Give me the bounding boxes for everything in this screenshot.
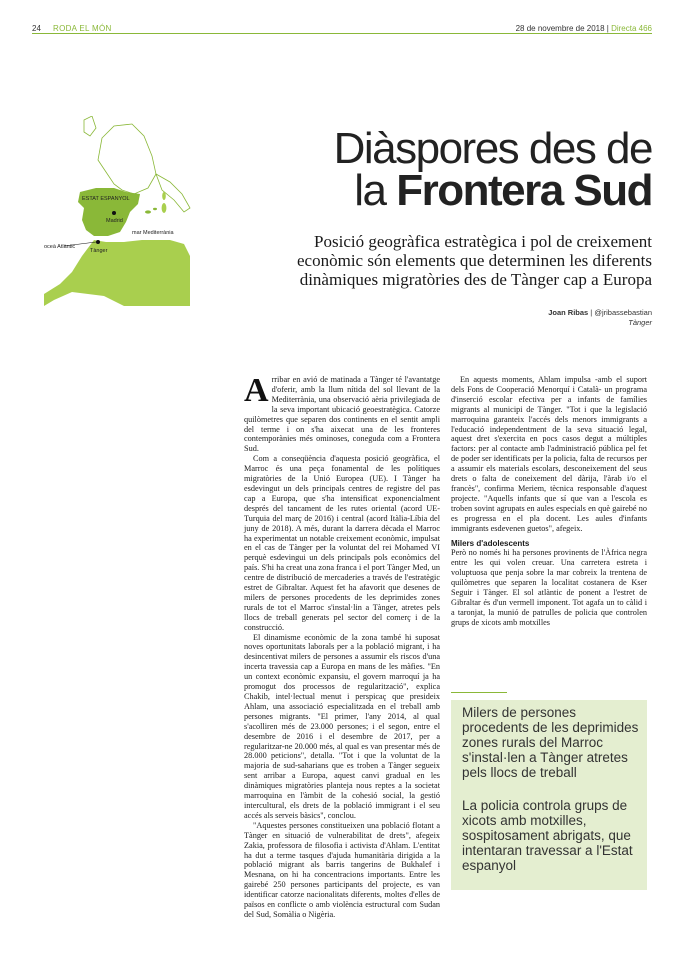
label-atlantic: oceà Atlàntic — [44, 244, 76, 250]
article-column-1 — [244, 372, 440, 920]
date-text: 28 de novembre de 2018 — [515, 24, 605, 33]
uk-outline — [84, 116, 96, 136]
label-tangier: Tànger — [90, 248, 108, 254]
byline: Joan Ribas | @jribassebastian Tànger — [548, 308, 652, 327]
italy-outline — [156, 174, 190, 212]
pullquote-box — [451, 700, 647, 890]
title-line-1: Diàspores des de — [333, 124, 652, 173]
label-madrid: Madrid — [106, 218, 123, 224]
paragraph-text: rribar en avió de matinada a Tànger té l'avantatge d'oferir, amb la llum nítida del sol llevant de la Mediterrània, una observació aèria privilegiada de la seva important ubicació geoestratègica. Catorze quilòmetres que separen dos continents en el sentit ampli del terme i on s'ha aixecat una de les fronteres contemporànies més ominoses, coneguda com a Frontera Sud. — [244, 375, 440, 454]
sardinia — [162, 203, 167, 213]
author-handle: @jribassebastian — [594, 308, 652, 317]
pullquote-rule — [451, 692, 507, 693]
issue-number: Directa 466 — [611, 24, 652, 33]
paragraph: Però no només hi ha persones provinents de l'Àfrica negra entre les qui volen creuar. Una carretera estreta i voluptuosa que penja sobre la mar cobreix la trentena de quilòmetres que separen la localitat costanera de Kser Seguir i Tànger. El sol atlàntic de ponent a l'estret de Gibraltar és d'un vermell imponent. Tot agafa un to càlid i a taronjat, la munió de patrulles de policia que controlen grups de xicots amb motxilles — [451, 548, 647, 627]
balearic-1 — [145, 210, 151, 213]
pullquote-1: Milers de persones procedents de les deprimides zones rurals del Marroc s'instal·len a Tànger atretes pels llocs de treball — [462, 705, 639, 780]
article-title — [333, 124, 652, 215]
corsica — [162, 192, 166, 200]
issue-date: 28 de novembre de 2018 | Directa 466 — [515, 24, 652, 33]
drop-cap: A — [244, 372, 269, 409]
title-light: la — [354, 166, 386, 215]
header-rule — [32, 33, 652, 34]
paragraph — [244, 372, 440, 454]
paragraph: "Aquestes persones constitueixen una població flotant a Tànger en situació de vulnerabilitat de drets", afegeix Zakia, professora de filosofia i activista d'Ahlam. L'entitat ha dut a terme tasques d'ajuda humanitària dirigida a la població migrant als barris tangerins de Bukhalef i Mesnana, on hi ha concentracions importants. Entre les gairebé 250 persones participants del projecte, es van identificar catorze nacionalitats diferents, moltes d'elles de països en conflicte o amb violència estructural com Sudan del Sud, Somàlia o Nigèria. — [244, 820, 440, 919]
subheading: Milers d'adolescents — [451, 538, 530, 548]
france-outline — [98, 124, 156, 194]
label-med: mar Mediterrània — [132, 230, 174, 236]
article-column-2 — [451, 375, 647, 628]
page-header — [0, 0, 680, 34]
article-subtitle: Posició geogràfica estratègica i pol de creixement econòmic són elements que determinen les diferents dinàmiques migratòries des de Tànger cap a Europa — [297, 232, 652, 289]
madrid-dot — [112, 211, 116, 215]
paragraph: Com a conseqüència d'aquesta posició geogràfica, el Marroc és una peça fonamental de les polítiques migratòries de la Unió Europea (UE). I Tànger ha esdevingut un dels principals centres de registre del pas cap a Europa, que s'ha intensificat exponencialment després del tancament de les rutes oriental (acord UE-Turquia del març de 2016) i central (acord Itàlia-Líbia del juny de 2018). A més, durant la darrera dècada el Marroc ha experimentat un notable creixement econòmic, impulsat en el cas de Tànger per la voluntat del rei Mohamed VI perquè esdevingui un dels principals pols econòmics del país. S'hi ha creat una zona franca i el port Tànger Med, un centre de distribució de mercaderies a través de l'estratègic estret de Gibraltar. Aquest fet ha afavorit que desenes de milers de persones procedents de les deprimides zones rurals de tot el Marroc s'instal·lin a Tànger, atretes pels llocs de treball generats pel sector del comerç i de la construcció. — [244, 454, 440, 632]
paragraph: En aquests moments, Ahlam impulsa -amb el suport dels Fons de Cooperació Menorquí i Català- un programa d'inserció escolar efectiva per a infants de famílies migrants al municipi de Tànger. "Tot i que la legislació marroquina garanteix l'accés dels menors immigrants a l'educació independentment de la seva situació legal, aquest dret s'exercita en pocs casos degut a múltiples factors: per al contacte amb l'administració pública pel fet de poder ser identificats per la policia, falta de recursos per a assumir els materials escolars, desconeixement del seus drets o falta de coneixement del dàrija, l'àrab i/o el francès", confirma Meriem, tècnica responsable d'aquest projecte. "Aquells infants que sí que van a l'escola es troben sovint agrupats en aules especials en què gairebé no es progressa en el pla docent. Les aules d'infants immigrants esdevenen guetos", afegeix. — [451, 375, 647, 533]
map-graphic — [44, 116, 194, 306]
section-name: RODA EL MÓN — [53, 24, 112, 33]
paragraph: El dinamisme econòmic de la zona també hi suposat noves oportunitats laborals per a la població migrant, i ha desincentivat milers de persones a assumir els riscos d'una incerta travessia cap a Europa en mans de les màfies. "En un context econòmic expansiu, el govern marroquí ja ha promogut dos processos de regularització", explica Chakib, intel·lectual menut i perspicaç que presideix Ahlam, una associació especialitzada en el treball amb persones migrants. "El primer, l'any 2014, al qual s'acolliren més de 23.000 persones; i el segon, entre el desembre de 2016 i el desembre de 2017, per a regularitzar-ne 20.000 més, al qual es van presentar més de 28.000 peticions", detalla. "Tot i que la voluntat de la majoria de sud-saharians que es troben a Tànger segueix sent arribar a Europa, aquest canvi gradual en les dinàmiques migratòries planteja nous reptes a la societat marroquina en l'àmbit de la cohesió social, la gestió intercultural, els drets de la població immigrant i el seu accés als serveis bàsics", conclou. — [244, 632, 440, 820]
pullquote-2: La policia controla grups de xicots amb motxilles, sospitosament abrigats, que intentaran travessar a l'Estat espanyol — [462, 798, 633, 873]
balearic-2 — [153, 208, 157, 210]
tangier-dot — [96, 240, 100, 244]
title-bold: Frontera Sud — [396, 166, 652, 215]
byline-city: Tànger — [628, 318, 652, 327]
page-number: 24 — [32, 24, 41, 33]
title-line-2 — [334, 166, 652, 215]
label-spain: ESTAT ESPANYOL — [82, 196, 130, 202]
locator-map — [44, 116, 194, 306]
author-name: Joan Ribas — [548, 308, 589, 317]
